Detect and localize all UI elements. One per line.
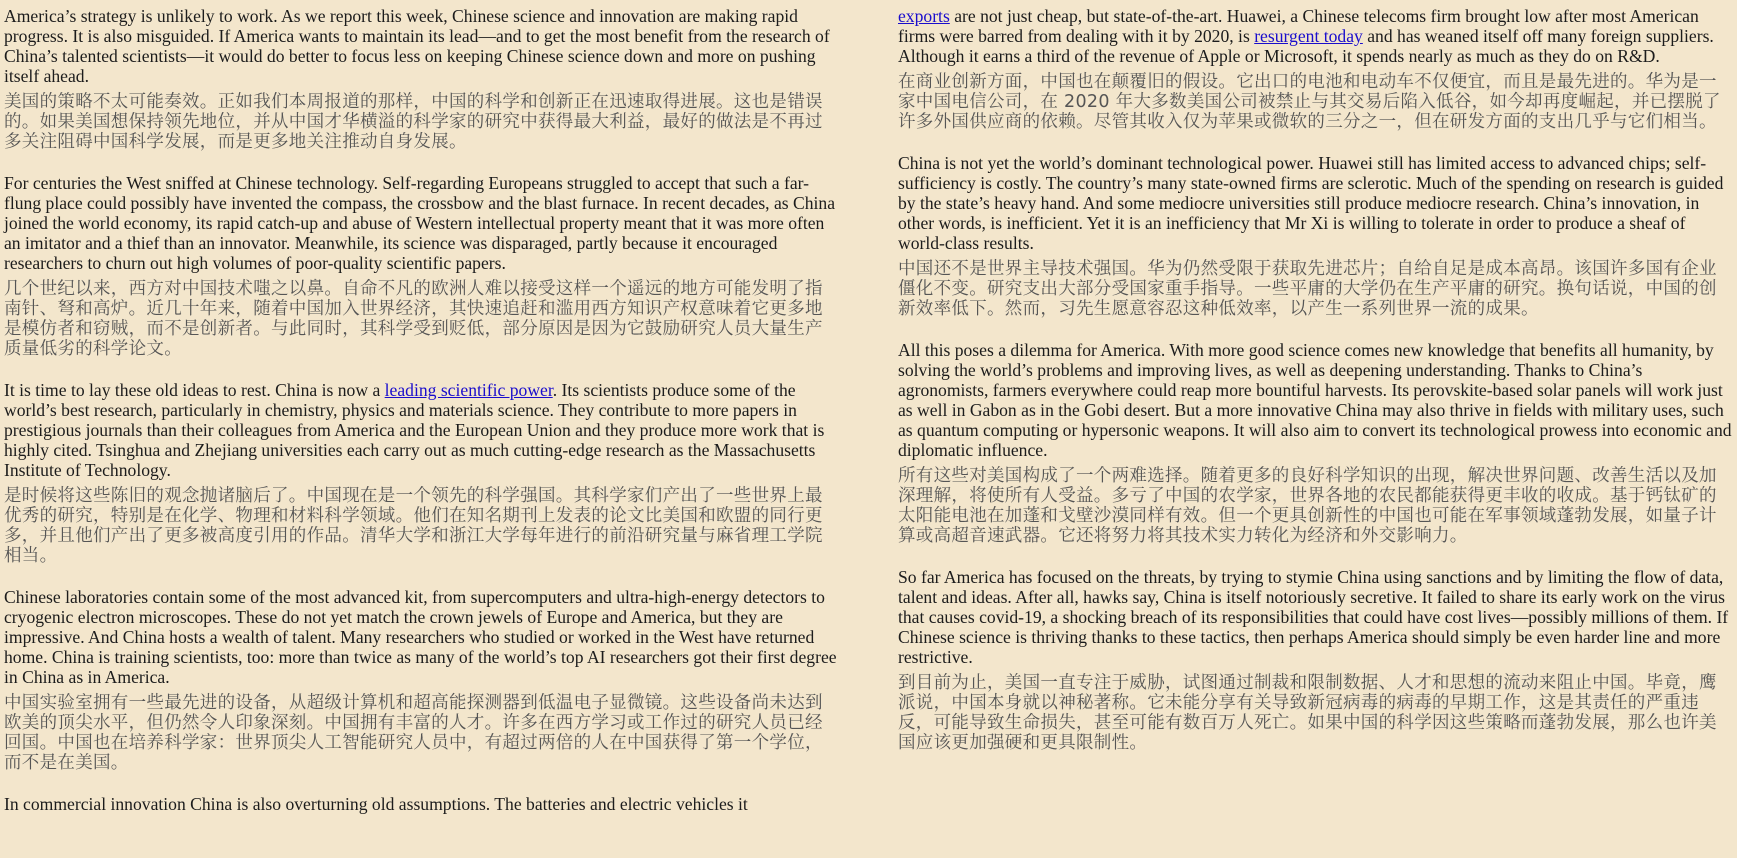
exports-link[interactable]: exports (898, 6, 950, 26)
english-paragraph: In commercial innovation China is also overturning old assumptions. The batteries and electric vehicles it (4, 794, 748, 814)
chinese-paragraph: 在商业创新方面，中国也在颠覆旧的假设。它出口的电池和电动车不仅便宜，而且是最先进的。华为是一家中国电信公司，在 2020 年大多数美国公司被禁止与其交易后陷入低谷，如今却再度崛起，并已摆脱了许多外国供应商的依赖。尽管其收入仅为苹果或微软的三分之一，但在研发方面的支出几乎与它们相当。 (898, 72, 1721, 132)
chinese-paragraph: 中国实验室拥有一些最先进的设备，从超级计算机和超高能探测器到低温电子显微镜。这些设备尚未达到欧美的顶尖水平，但仍然令人印象深刻。中国拥有丰富的人才。许多在西方学习或工作过的研究人员已经回国。中国也在培养科学家：世界顶尖人工智能研究人员中，有超过两倍的人在中国获得了第一个学位，而不是在美国。 (4, 693, 823, 773)
english-paragraph: All this poses a dilemma for America. With more good science comes new knowledge that benefits all humanity, by solving the world’s problems and improving lives, as well as deepening understanding. Thanks to China’s agronomists, farmers everywhere could reap more bountiful harvests. Its perovskite-based solar panels will work just as well in Gabon as in the Gobi desert. But a more innovative China may also thrive in fields with military uses, such as quantum computing or hypersonic weapons. It will also aim to convert its technological prowess into economic and diplomatic influence. (898, 340, 1732, 460)
leading-scientific-power-link[interactable]: leading scientific power (384, 380, 553, 400)
english-paragraph: So far America has focused on the threats, by trying to stymie China using sanctions and by limiting the flow of data, talent and ideas. After all, hawks say, China is itself notoriously secretive. It failed to share its early work on the virus that causes covid-19, a shocking breach of its responsibilities that could have cost lives—possibly millions of them. If Chinese science is thriving thanks to these tactics, then perhaps America should simply be even harder line and more restrictive. (898, 567, 1729, 667)
chinese-paragraph: 到目前为止，美国一直专注于威胁，试图通过制裁和限制数据、人才和思想的流动来阻止中国。毕竟，鹰派说，中国本身就以神秘著称。它未能分享有关导致新冠病毒的病毒的早期工作，这是其责任的严重违反，可能导致生命损失，甚至可能有数百万人死亡。如果中国的科学因这些策略而蓬勃发展，那么也许美国应该更加强硬和更具限制性。 (898, 673, 1717, 753)
chinese-paragraph: 是时候将这些陈旧的观念抛诸脑后了。中国现在是一个领先的科学强国。其科学家们产出了一些世界上最优秀的研究，特别是在化学、物理和材料科学领域。他们在知名期刊上发表的论文比美国和欧盟的同行更多，并且他们产出了更多被高度引用的作品。清华大学和浙江大学每年进行的前沿研究量与麻省理工学院相当。 (4, 486, 823, 566)
english-paragraph: China is not yet the world’s dominant technological power. Huawei still has limited access to advanced chips; self-sufficiency is costly. The country’s many state-owned firms are sclerotic. Much of the spending on research is guided by the state’s heavy hand. And some mediocre universities still produce mediocre research. China’s innovation, in other words, is inefficient. Yet it is an inefficiency that Mr Xi is willing to tolerate in order to produce a sheaf of world-class results. (898, 153, 1724, 253)
chinese-paragraph: 所有这些对美国构成了一个两难选择。随着更多的良好科学知识的出现，解决世界问题、改善生活以及加深理解，将使所有人受益。多亏了中国的农学家，世界各地的农民都能获得更丰收的收成。基于钙钛矿的太阳能电池在加蓬和戈壁沙漠同样有效。但一个更具创新性的中国也可能在军事领域蓬勃发展，如量子计算或高超音速武器。它还将努力将其技术实力转化为经济和外交影响力。 (898, 466, 1717, 546)
chinese-paragraph: 几个世纪以来，西方对中国技术嗤之以鼻。自命不凡的欧洲人难以接受这样一个遥远的地方可能发明了指南针、弩和高炉。近几十年来，随着中国加入世界经济，其快速追赶和滥用西方知识产权意味着它更多地是模仿者和窃贼，而不是创新者。与此同时，其科学受到贬低，部分原因是因为它鼓励研究人员大量生产质量低劣的科学论文。 (4, 279, 823, 359)
english-paragraph: exports are not just cheap, but state-of-the-art. Huawei, a Chinese telecoms firm brought low after most American firms were barred from dealing with it by 2020, is resurgent today and has weaned itself off many foreign suppliers. Although it earns a third of the revenue of Apple or Microsoft, it spends nearly as much as they do on R&D. (898, 6, 1714, 66)
english-paragraph: It is time to lay these old ideas to rest. China is now a leading scientific power. Its scientists produce some of the world’s best research, particularly in chemistry, physics and materials science. They contribute to more papers in prestigious journals than their colleagues from America and the European Union and they produce more work that is highly cited. Tsinghua and Zhejiang universities each carry out as much cutting-edge research as the Massachusetts Institute of Technology. (4, 380, 825, 480)
chinese-paragraph: 中国还不是世界主导技术强国。华为仍然受限于获取先进芯片；自给自足是成本高昂。该国许多国有企业僵化不变。研究支出大部分受国家重手指导。一些平庸的大学仍在生产平庸的研究。换句话说，中国的创新效率低下。然而，习先生愿意容忍这种低效率，以产生一系列世界一流的成果。 (898, 259, 1717, 319)
english-paragraph: Chinese laboratories contain some of the most advanced kit, from supercomputers and ultra-high-energy detectors to cryogenic electron microscopes. These do not yet match the crown jewels of Europe and America, but they are impressive. And China hosts a wealth of talent. Many researchers who studied or worked in the West have returned home. China is training scientists, too: more than twice as many of the world’s top AI researchers got their first degree in China as in America. (4, 587, 837, 687)
left-column (4, 6, 840, 814)
english-paragraph: For centuries the West sniffed at Chinese technology. Self-regarding Europeans struggled to accept that such a far-flung place could possibly have invented the compass, the crossbow and the blast furnace. In recent decades, as China joined the world economy, its rapid catch-up and abuse of Western intellectual property meant that it was more often an imitator and a thief than an innovator. Meanwhile, its science was disparaged, partly because it encouraged researchers to churn out high volumes of poor-quality scientific papers. (4, 173, 836, 273)
english-paragraph: America’s strategy is unlikely to work. As we report this week, Chinese science and innovation are making rapid progress. It is also misguided. If America wants to maintain its lead—and to get the most benefit from the research of China’s talented scientists—it would do better to focus less on keeping Chinese science down and more on pushing itself ahead. (4, 6, 830, 86)
right-column (898, 6, 1733, 753)
resurgent-today-link[interactable]: resurgent today (1254, 26, 1363, 46)
chinese-paragraph: 美国的策略不太可能奏效。正如我们本周报道的那样，中国的科学和创新正在迅速取得进展。这也是错误的。如果美国想保持领先地位，并从中国才华横溢的科学家的研究中获得最大利益，最好的做法是不再过多关注阻碍中国科学发展，而是更多地关注推动自身发展。 (4, 92, 823, 152)
